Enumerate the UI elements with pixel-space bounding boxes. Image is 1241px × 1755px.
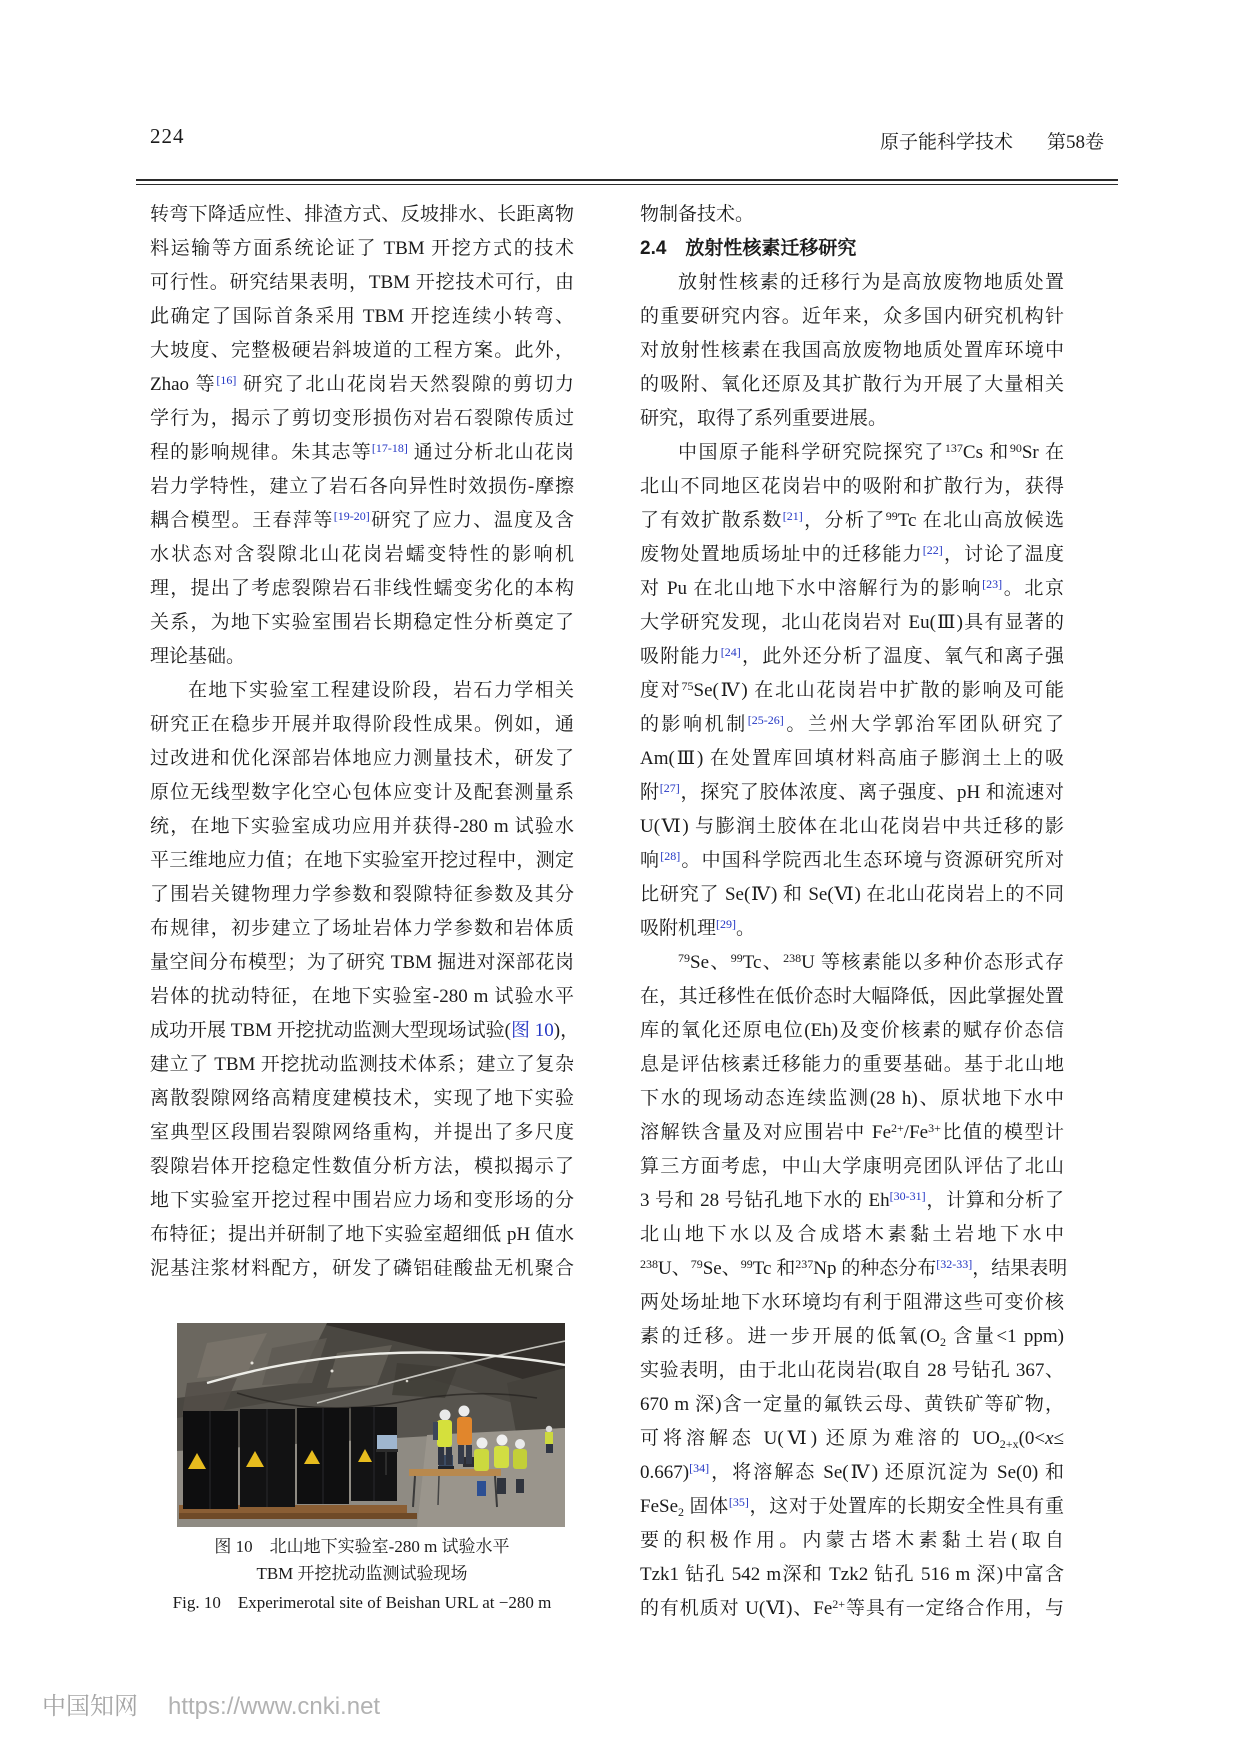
text-line: 对放射性核素在我国高放废物地质处置库环境中 — [640, 340, 1064, 361]
superscript: 99 — [740, 1257, 753, 1271]
text-line: 料运输等方面系统论证了 TBM 开挖方式的技术 — [150, 238, 574, 259]
text-line: 布规律，初步建立了场址岩体力学参数和岩体质 — [150, 918, 574, 939]
text-line: 的影响机制[25-26]。兰州大学郭治军团队研究了 — [640, 713, 1064, 735]
citation-ref: [24] — [720, 645, 741, 659]
text-line: 实验表明，由于北山花岗岩(取自 28 号钻孔 367、 — [640, 1360, 1064, 1381]
text-line: 的有机质对 U(Ⅵ)、$Fe^{2+}$等具有一定络合作用，与 — [640, 1597, 1064, 1619]
citation-ref: [19-20] — [333, 509, 370, 523]
text-line: 研究正在稳步开展并取得阶段性成果。例如，通 — [150, 714, 574, 735]
text-line: U(Ⅵ) 与膨润土胶体在北山花岗岩中共迁移的影 — [640, 816, 1064, 837]
text-line: 大坡度、完整极硬岩斜坡道的工程方案。此外， — [150, 340, 574, 361]
text-line: 物制备技术。 — [640, 204, 755, 225]
text-line: 在，其迁移性在低价态时大幅降低，因此掌握处置 — [640, 986, 1064, 1007]
text-line: 大学研究发现，北山花岗岩对 Eu(Ⅲ)具有显著的 — [640, 612, 1064, 633]
superscript: 99 — [885, 509, 898, 523]
text-line: 布特征；提出并研制了地下实验室超细低 pH 值水 — [150, 1224, 574, 1245]
text-line: 的重要研究内容。近年来，众多国内研究机构针 — [640, 306, 1064, 327]
text-line: 理，提出了考虑裂隙岩石非线性蠕变劣化的本构 — [150, 578, 574, 599]
text-line: $^{79}$Se、$^{99}$Tc、$^{238}$U 等核素能以多种价态形式存 — [678, 951, 1064, 973]
text-line: 670 m 深)含一定量的氟铁云母、黄铁矿等矿物， — [640, 1394, 1064, 1415]
text-line: 3 号和 28 号钻孔地下水的 Eh[30-31]，计算和分析了 — [640, 1189, 1064, 1211]
text-line: 北山不同地区花岗岩中的吸附和扩散行为，获得 — [640, 476, 1064, 497]
figure-caption-en: Fig. 10 Experimerotal site of Beishan URL at −280 m — [172, 1593, 552, 1612]
superscript: 2+ — [891, 1121, 904, 1135]
citation-ref: [32-33] — [936, 1257, 973, 1271]
figure-photo — [177, 1323, 565, 1527]
text-line: 了围岩关键物理力学参数和裂隙特征参数及其分 — [150, 884, 574, 905]
text-line: 比研究了 Se(Ⅳ) 和 Se(Ⅵ) 在北山花岗岩上的不同 — [640, 884, 1064, 905]
tunnel-photo-illustration — [177, 1323, 565, 1527]
citation-ref: [25-26] — [747, 713, 784, 727]
journal-title: 原子能科学技术 — [879, 132, 1013, 153]
text-line: 程的影响规律。朱其志等[17-18] 通过分析北山花岗 — [150, 441, 574, 463]
text-line: 吸附能力[24]，此外还分析了温度、氧气和离子强 — [640, 645, 1064, 667]
figure-link: 图 10 — [511, 1020, 554, 1041]
citation-ref: [22] — [922, 543, 943, 557]
subscript: 2+x — [999, 1437, 1019, 1451]
figure-caption-zh-line1: 图 10 北山地下实验室-280 m 试验水平 — [214, 1537, 510, 1556]
superscript: 238 — [783, 951, 802, 965]
text-line: 泥基注浆材料配方，研发了磷铝硅酸盐无机聚合 — [150, 1258, 574, 1279]
superscript: 99 — [730, 951, 743, 965]
figure-caption-zh-line2: TBM 开挖扰动监测试验现场 — [256, 1564, 468, 1583]
text-line: 在地下实验室工程建设阶段，岩石力学相关 — [188, 680, 574, 701]
text-line: $^{238}$U、$^{79}$Se、$^{99}$Tc 和$^{237}$Np 的种态分布[32-33]，结果表明 — [640, 1257, 1068, 1279]
text-line: 放射性核素的迁移行为是高放废物地质处置 — [678, 272, 1064, 293]
cnki-brand: 中国知网 — [42, 1693, 138, 1720]
page-number: 224 — [150, 124, 185, 148]
text-line: Tzk1 钻孔 542 m深和 Tzk2 钻孔 516 m 深)中富含 — [640, 1564, 1064, 1585]
subscript: 2 — [678, 1505, 684, 1519]
text-line: 研究，取得了系列重要进展。 — [640, 408, 888, 429]
text-line: 两处场址地下水环境均有利于阻滞这些可变价核 — [640, 1292, 1064, 1313]
text-line: 要的积极作用。内蒙古塔木素黏土岩(取自 — [640, 1530, 1064, 1551]
superscript: 237 — [795, 1257, 814, 1271]
superscript: 137 — [944, 441, 963, 455]
superscript: 90 — [1009, 441, 1022, 455]
cnki-watermark — [42, 1686, 380, 1721]
text-line: 岩体的扰动特征，在地下实验室-280 m 试验水平 — [150, 986, 574, 1007]
text-line: 0.667)[34]，将溶解态 Se(Ⅳ) 还原沉淀为 Se(0) 和 — [640, 1461, 1064, 1483]
text-line: 了有效扩散系数[21]，分析了$^{99}$Tc 在北山高放候选 — [640, 509, 1064, 531]
text-line: 统，在地下实验室成功应用并获得-280 m 试验水 — [150, 816, 574, 837]
superscript: 79 — [678, 951, 690, 965]
left-column — [150, 198, 580, 1286]
volume-label: 第58卷 — [1046, 132, 1104, 153]
citation-ref: [27] — [659, 781, 680, 795]
text-line: 库的氧化还原电位(Eh)及变价核素的赋存价态信 — [640, 1020, 1064, 1041]
text-line: 建立了 TBM 开挖扰动监测技术体系；建立了复杂 — [150, 1054, 574, 1075]
citation-ref: [34] — [689, 1461, 710, 1475]
text-line: 裂隙岩体开挖稳定性数值分析方法，模拟揭示了 — [150, 1156, 574, 1177]
text-line: 废物处置地质场址中的迁移能力[22]，讨论了温度 — [640, 543, 1064, 565]
text-line: 耦合模型。王春萍等[19-20]研究了应力、温度及含 — [150, 509, 574, 531]
text-line: 吸附机理[29]。 — [640, 917, 756, 939]
text-line: 水状态对含裂隙北山花岗岩蠕变特性的影响机 — [150, 544, 574, 565]
text-line: 中国原子能科学研究院探究了$^{137}$Cs 和$^{90}$Sr 在 — [678, 441, 1064, 463]
citation-ref: [29] — [716, 917, 737, 931]
text-line: 可将溶解态 U(Ⅵ) 还原为难溶的 $UO_{2+x}(0<x\le$ — [640, 1428, 1064, 1451]
superscript: 238 — [640, 1257, 658, 1271]
text-line: 平三维地应力值；在地下实验室开挖过程中，测定 — [150, 850, 574, 871]
text-line: 成功开展 TBM 开挖扰动监测大型现场试验(图 10)， — [150, 1020, 580, 1041]
citation-ref: [16] — [216, 373, 237, 387]
text-line: 学行为，揭示了剪切变形损伤对岩石裂隙传质过 — [150, 408, 574, 429]
text-line: 算三方面考虑，中山大学康明亮团队评估了北山 — [640, 1156, 1064, 1177]
italic-variable: x — [1045, 1428, 1054, 1449]
citation-ref: [28] — [660, 849, 681, 863]
text-line: 离散裂隙网络高精度建模技术，实现了地下实验 — [150, 1088, 574, 1109]
text-line: 此确定了国际首条采用 TBM 开挖连续小转弯、 — [150, 306, 574, 327]
text-line: 可行性。研究结果表明，TBM 开挖技术可行，由 — [150, 272, 574, 293]
running-head — [640, 127, 1104, 154]
text-line: 关系，为地下实验室围岩长期稳定性分析奠定了 — [150, 612, 574, 633]
text-line: 响[28]。中国科学院西北生态环境与资源研究所对 — [640, 849, 1064, 871]
superscript: 2+ — [832, 1597, 846, 1611]
subscript: 2 — [940, 1335, 947, 1349]
citation-ref: [17-18] — [371, 441, 408, 455]
text-line: 附[27]，探究了胶体浓度、离子强度、pH 和流速对 — [640, 781, 1064, 803]
text-line: 理论基础。 — [150, 646, 246, 667]
text-line: FeSe$_2$ 固体[35]，这对于处置库的长期安全性具有重 — [640, 1495, 1064, 1519]
text-line: 下水的现场动态连续监测(28 h)、原状地下水中 — [640, 1088, 1064, 1109]
text-line: 量空间分布模型；为了研究 TBM 掘进对深部花岗 — [150, 952, 574, 973]
text-line: 息是评估核素迁移能力的重要基础。基于北山地 — [640, 1054, 1064, 1075]
text-line: 度对$^{75}$Se(Ⅳ) 在北山花岗岩中扩散的影响及可能 — [640, 679, 1064, 701]
text-line: 北山地下水以及合成塔木素黏土岩地下水中 — [640, 1224, 1064, 1245]
superscript: 79 — [690, 1257, 703, 1271]
text-line: 对 Pu 在北山地下水中溶解行为的影响[23]。北京 — [640, 577, 1064, 599]
section-heading: 2.4 放射性核素迁移研究 — [640, 238, 857, 259]
citation-ref: [30-31] — [889, 1189, 926, 1203]
header-rule — [136, 179, 1118, 185]
citation-ref: [21] — [782, 509, 803, 523]
text-line: 室典型区段围岩裂隙网络重构，并提出了多尺度 — [150, 1122, 574, 1143]
citation-ref: [35] — [728, 1495, 749, 1509]
text-line: 原位无线型数字化空心包体应变计及配套测量系 — [150, 782, 574, 803]
right-column — [640, 198, 1068, 1626]
text-line: Zhao 等[16] 研究了北山花岗岩天然裂隙的剪切力 — [150, 373, 574, 395]
superscript: 75 — [681, 679, 694, 693]
citation-ref: [23] — [982, 577, 1003, 591]
text-line: 素的迁移。进一步开展的低氧($O_2$ 含量<1 ppm) — [640, 1326, 1064, 1349]
cnki-url: https://www.cnki.net — [168, 1693, 381, 1720]
text-line: 的吸附、氧化还原及其扩散行为开展了大量相关 — [640, 374, 1064, 395]
text-line: 溶解铁含量及对应围岩中 $Fe^{2+}/Fe^{3+}$比值的模型计 — [640, 1121, 1064, 1143]
text-line: 过改进和优化深部岩体地应力测量技术，研发了 — [150, 748, 574, 769]
text-line: 地下实验室开挖过程中围岩应力场和变形场的分 — [150, 1190, 574, 1211]
superscript: 3+ — [928, 1121, 941, 1135]
text-line: 岩力学特性，建立了岩石各向异性时效损伤-摩擦 — [150, 476, 574, 497]
text-line: Am(Ⅲ) 在处置库回填材料高庙子膨润土上的吸 — [640, 748, 1064, 769]
text-line: 转弯下降适应性、排渣方式、反坡排水、长距离物 — [150, 204, 574, 225]
